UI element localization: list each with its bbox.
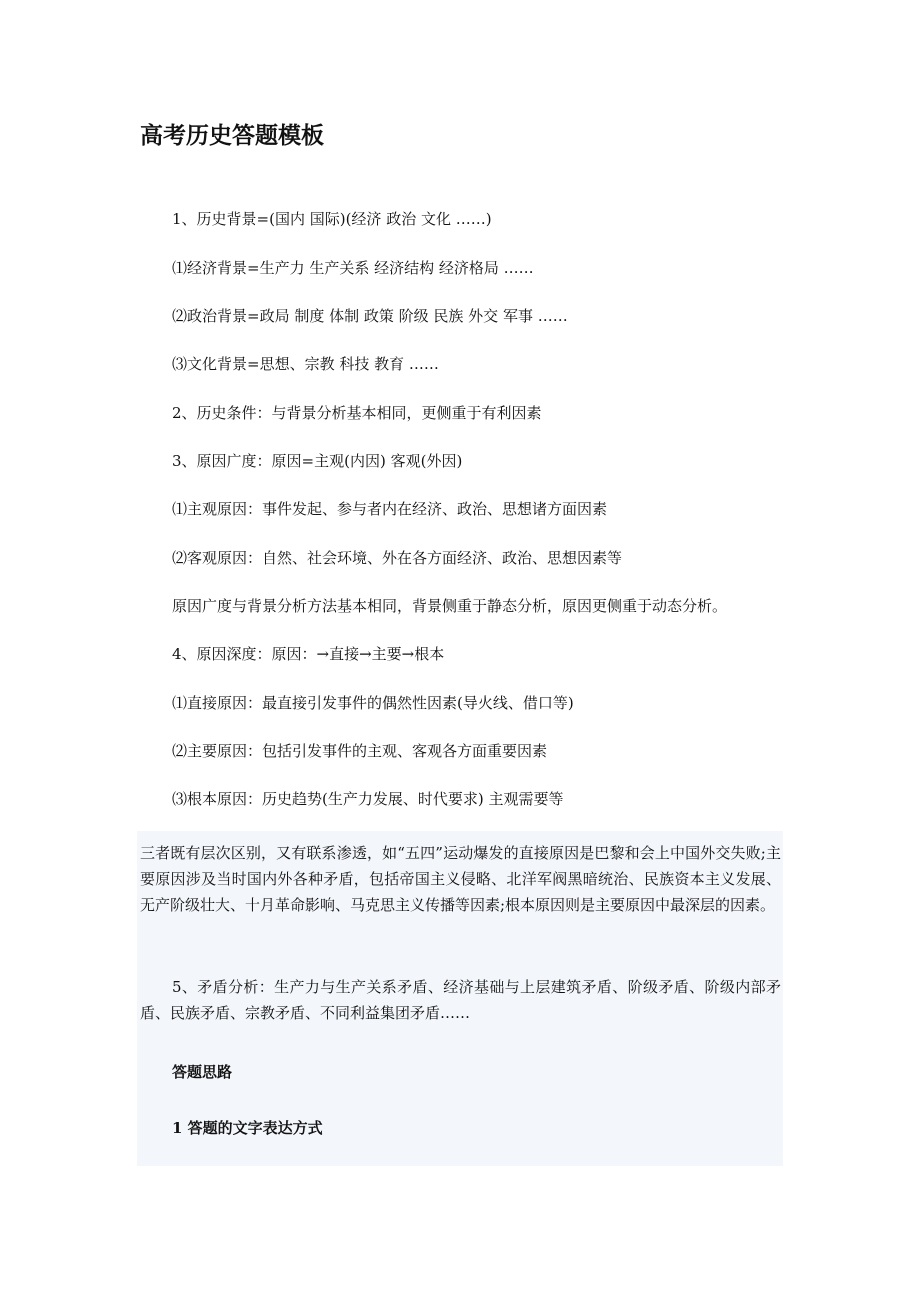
text-line-cultural-background: ⑶文化背景=思想、宗教 科技 教育 …… [172,355,439,373]
text-line-cause-depth: 4、原因深度：原因：→直接→主要→根本 [172,645,445,663]
contradiction-analysis-paragraph: 5、矛盾分析：生产力与生产关系矛盾、经济基础与上层建筑矛盾、阶级矛盾、阶级内部矛盾、民族矛盾、宗教矛盾、不同利益集团矛盾…… [140,978,781,1022]
text-line-political-background: ⑵政治背景=政局 制度 体制 政策 阶级 民族 外交 军事 …… [172,307,568,325]
text-line-root-cause: ⑶根本原因：历史趋势(生产力发展、时代要求) 主观需要等 [172,790,564,808]
text-line-historical-background: 1、历史背景=(国内 国际)(经济 政治 文化 ……) [172,210,492,228]
document-title: 高考历史答题模板 [140,122,324,149]
text-line-historical-conditions: 2、历史条件：与背景分析基本相同，更侧重于有利因素 [172,404,542,422]
shaded-section [137,831,783,1166]
text-line-subjective-cause: ⑴主观原因：事件发起、参与者内在经济、政治、思想诸方面因素 [172,500,608,518]
text-expression-heading: 1 答题的文字表达方式 [172,1119,323,1137]
text-line-main-cause: ⑵主要原因：包括引发事件的主观、客观各方面重要因素 [172,742,548,760]
levels-explanation-paragraph: 三者既有层次区别，又有联系渗透，如“五四”运动爆发的直接原因是巴黎和会上中国外交失败;主要原因涉及当时国内外各种矛盾，包括帝国主义侵略、北洋军阀黑暗统治、民族资本主义发展、无产阶级壮大、十月革命影响、马克思主义传播等因素;根本原因则是主要原因中最深层的因素。 [140,844,781,914]
text-line-direct-cause: ⑴直接原因：最直接引发事件的偶然性因素(导火线、借口等) [172,694,574,712]
text-line-breadth-note: 原因广度与背景分析方法基本相同，背景侧重于静态分析，原因更侧重于动态分析。 [172,597,728,615]
text-line-economic-background: ⑴经济背景=生产力 生产关系 经济结构 经济格局 …… [172,259,534,277]
text-line-objective-cause: ⑵客观原因：自然、社会环境、外在各方面经济、政治、思想因素等 [172,549,623,567]
text-line-cause-breadth: 3、原因广度：原因=主观(内因) 客观(外因) [172,452,463,470]
answer-approach-heading: 答题思路 [172,1063,233,1081]
